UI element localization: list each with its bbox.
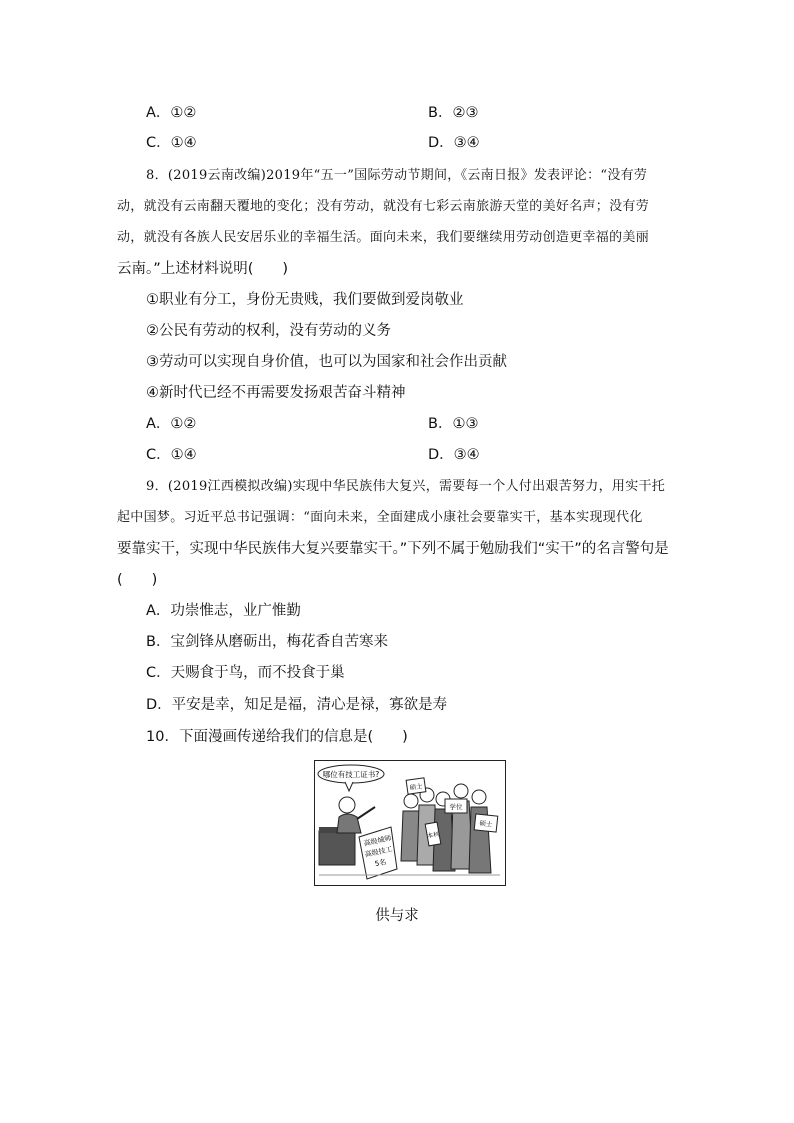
q9-option-a: A．功崇惟志，业广惟勤 xyxy=(146,603,301,619)
cartoon-drawing xyxy=(315,761,504,884)
q8-option-d: D．③④ xyxy=(428,447,480,463)
speech-text: 哪位有技工证书? xyxy=(322,770,380,779)
q9-stem-line-3: 要靠实干，实现中华民族伟大复兴要靠实干。”下列不属于勉励我们“实干”的名言警句是 xyxy=(117,541,669,557)
svg-text:硕士: 硕士 xyxy=(479,819,493,829)
seated-person-head xyxy=(339,797,355,813)
q8-statement-3: ③劳动可以实现自身价值，也可以为国家和社会作出贡献 xyxy=(146,354,507,370)
svg-text:学位: 学位 xyxy=(449,803,463,811)
q9-stem-line-4: ( ) xyxy=(117,572,158,588)
q7-option-d: D．③④ xyxy=(428,135,480,151)
q8-statement-2: ②公民有劳动的权利，没有劳动的义务 xyxy=(146,323,391,339)
q9-option-c: C．天赐食于鸟，而不投食于巢 xyxy=(146,665,345,681)
q8-statement-1: ①职业有分工，身份无贵贱，我们要做到爱岗敬业 xyxy=(146,292,464,308)
svg-text:硕士: 硕士 xyxy=(409,782,424,792)
q8-stem-line-1: 8．(2019云南改编)2019年“五一”国际劳动节期间，《云南日报》发表评论：“没有劳 xyxy=(146,168,648,183)
q7-option-b: B．②③ xyxy=(428,105,479,121)
svg-text:高级技工: 高级技工 xyxy=(364,845,394,859)
q8-statement-4: ④新时代已经不再需要发扬艰苦奋斗精神 xyxy=(146,385,406,401)
q8-stem-line-3: 动，就没有各族人民安居乐业的幸福生活。面向未来，我们要继续用劳动创造更幸福的美丽 xyxy=(117,230,650,245)
cartoon-caption: 供与求 xyxy=(375,908,419,924)
svg-text:本科: 本科 xyxy=(426,830,440,840)
q9-stem-line-1: 9．(2019江西模拟改编)实现中华民族伟大复兴，需要每一个人付出艰苦努力，用实干托 xyxy=(146,479,666,494)
q9-stem-line-2: 起中国梦。习近平总书记强调：“面向未来，全面建成小康社会要靠实干，基本实现现代化 xyxy=(117,510,643,525)
q7-option-a: A．①② xyxy=(146,105,197,121)
q8-stem-line-4: 云南。”上述材料说明( ) xyxy=(117,261,289,277)
q9-option-d: D．平安是幸，知足是福，清心是禄，寡欲是寿 xyxy=(146,697,448,713)
q8-stem-line-2: 动，就没有云南翻天覆地的变化；没有劳动，就没有七彩云南旅游天堂的美好名声；没有劳 xyxy=(117,199,650,214)
q9-option-b: B．宝剑锋从磨砺出，梅花香自苦寒来 xyxy=(146,634,388,650)
svg-text:5名: 5名 xyxy=(374,857,388,869)
desk xyxy=(319,831,355,865)
q10-stem: 10．下面漫画传递给我们的信息是( ) xyxy=(146,729,408,745)
svg-text:高级城师: 高级城师 xyxy=(363,834,393,848)
q8-option-a: A．①② xyxy=(146,416,197,432)
supply-demand-cartoon xyxy=(314,760,506,886)
q8-option-b: B．①③ xyxy=(428,416,479,432)
q8-option-c: C．①④ xyxy=(146,447,197,463)
q7-option-c: C．①④ xyxy=(146,135,197,151)
